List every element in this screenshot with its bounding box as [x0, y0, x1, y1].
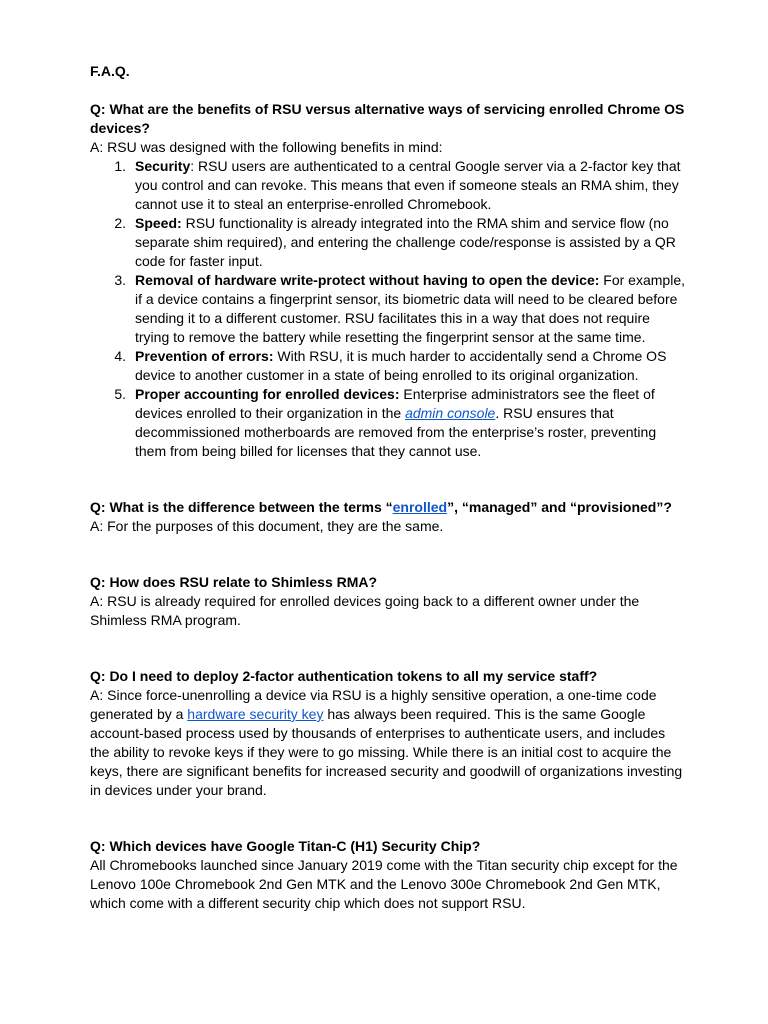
faq-answer-shimless: A: RSU is already required for enrolled devices going back to a different owner under the Shimless RMA program.	[90, 593, 640, 628]
faq-question-shimless: Q: How does RSU relate to Shimless RMA?	[90, 574, 378, 590]
document-title: F.A.Q.	[90, 63, 130, 79]
benefit-text: : RSU users are authenticated to a central Google server via a 2-factor key that you control and can revoke. This means that even if someone steals an RMA shim, they cannot use it to steal an enterprise-enrolled Chromebook.	[135, 158, 681, 212]
faq-document	[90, 62, 686, 950]
faq-answer-terms: A: For the purposes of this document, they are the same.	[90, 518, 444, 534]
answer-text: A: Since force-unenrolling a device via RSU is a highly sensitive operation, a one-time code generated by a	[90, 687, 657, 722]
benefit-text: For example, if a device contains a fingerprint sensor, its biometric data will need to be cleared before sending it to a different customer. RSU facilitates this in a way that does not require trying to remove the battery while resetting the fingerprint sensor at the same time.	[135, 272, 685, 345]
benefits-list	[90, 157, 686, 461]
hardware-security-key-link[interactable]: hardware security key	[187, 706, 324, 722]
answer-text: has always been required. This is the same Google account-based process used by thousands of enterprises to authenticate users, and includes the ability to revoke keys if they were to go missing. While there is an initial cost to acquire the keys, there are significant benefits for increased security and goodwill of organizations investing in devices under your brand.	[90, 706, 683, 798]
benefit-item-accounting	[90, 385, 686, 461]
list-number: 5.	[114, 386, 126, 402]
faq-section-benefits	[90, 100, 686, 461]
list-number: 4.	[114, 348, 126, 364]
benefit-label: Removal of hardware write-protect without having to open the device:	[135, 272, 600, 288]
benefit-item-errors	[90, 347, 686, 385]
benefit-item-security	[90, 157, 686, 214]
faq-question-2fa: Q: Do I need to deploy 2-factor authentication tokens to all my service staff?	[90, 668, 598, 684]
admin-console-link[interactable]: admin console	[405, 405, 496, 421]
list-number: 2.	[114, 215, 126, 231]
faq-section-2fa	[90, 667, 686, 800]
list-number: 3.	[114, 272, 126, 288]
faq-section-titan	[90, 837, 686, 913]
question-text: Q: What is the difference between the terms “	[90, 499, 393, 515]
faq-section-terms	[90, 498, 686, 536]
enrolled-link[interactable]: enrolled	[392, 499, 448, 515]
faq-answer-2fa	[90, 686, 686, 800]
benefit-text: With RSU, it is much harder to accidentally send a Chrome OS device to another customer in a state of being enrolled to its original organization.	[135, 348, 667, 383]
benefit-label: Prevention of errors:	[135, 348, 274, 364]
benefit-item-write-protect	[90, 271, 686, 347]
faq-answer-titan: All Chromebooks launched since January 2019 come with the Titan security chip except for the Lenovo 100e Chromebook 2nd Gen MTK and the Lenovo 300e Chromebook 2nd Gen MTK, which come with a different security chip which does not support RSU.	[90, 857, 678, 911]
faq-question-titan: Q: Which devices have Google Titan-C (H1) Security Chip?	[90, 838, 481, 854]
benefit-text: RSU functionality is already integrated into the RMA shim and service flow (no separate shim required), and entering the challenge code/response is assisted by a QR code for faster input.	[135, 215, 676, 269]
faq-question-benefits: Q: What are the benefits of RSU versus alternative ways of servicing enrolled Chrome OS devices?	[90, 101, 685, 136]
faq-section-shimless	[90, 573, 686, 630]
benefit-text: . RSU ensures that decommissioned motherboards are removed from the enterprise’s roster, preventing them from being billed for licenses that they cannot use.	[135, 405, 657, 459]
benefit-label: Speed:	[135, 215, 182, 231]
benefit-label: Security	[135, 158, 191, 174]
benefit-item-speed	[90, 214, 686, 271]
benefit-label: Proper accounting for enrolled devices:	[135, 386, 400, 402]
list-number: 1.	[114, 158, 126, 174]
faq-answer-intro: A: RSU was designed with the following benefits in mind:	[90, 139, 443, 155]
faq-question-terms	[90, 498, 686, 517]
question-text: ”, “managed” and “provisioned”?	[447, 499, 672, 515]
benefit-text: Enterprise administrators see the fleet of devices enrolled to their organization in the	[135, 386, 655, 421]
